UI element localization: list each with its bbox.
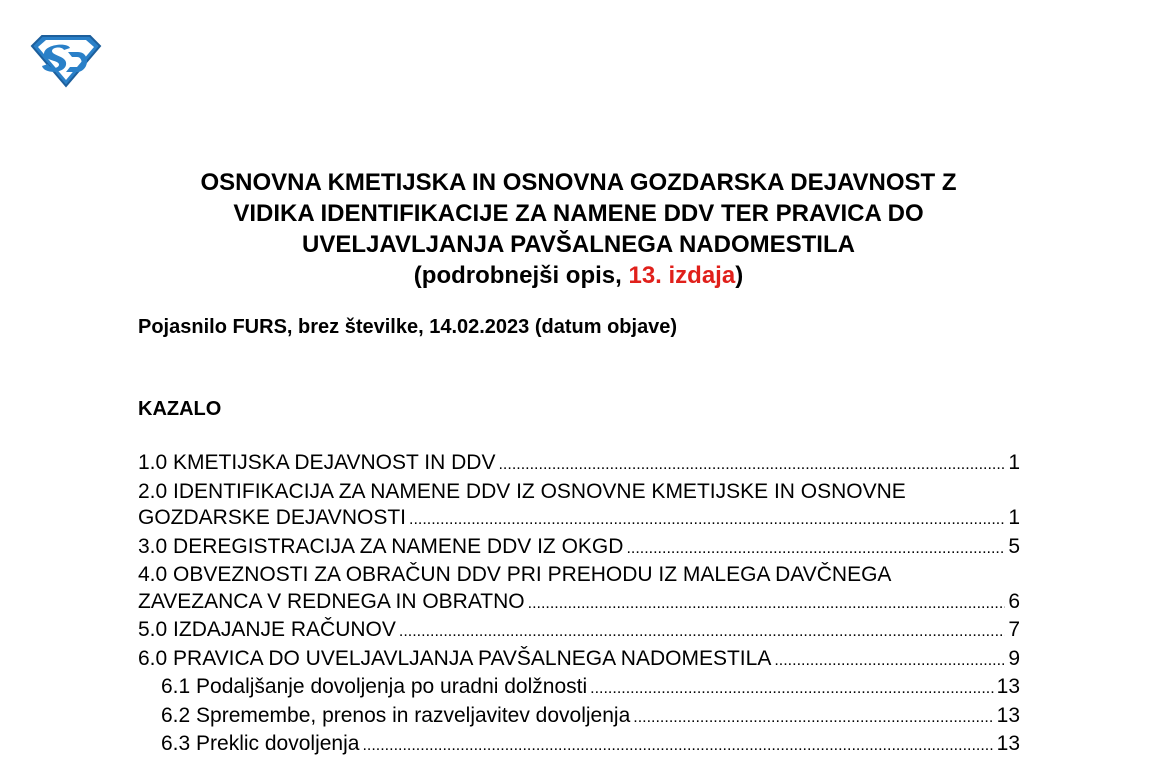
toc-entry-label: 3.0 DEREGISTRACIJA ZA NAMENE DDV IZ OKGD — [138, 534, 624, 558]
fursd-logo-icon — [28, 32, 104, 88]
toc-dot-leader — [626, 534, 1005, 563]
edition-number: 13. izdaja — [628, 262, 736, 289]
toc-heading: KAZALO — [138, 398, 222, 420]
toc-dot-leader — [633, 703, 993, 732]
toc-dot-leader — [409, 505, 1005, 534]
toc-entry[interactable] — [138, 731, 1020, 760]
toc-entry-page: 13 — [996, 703, 1020, 727]
toc-entry[interactable] — [138, 617, 1020, 646]
toc-entry[interactable] — [138, 505, 1020, 534]
toc-dot-leader — [774, 646, 1005, 675]
toc-entry-page: 6 — [1008, 589, 1020, 613]
document-subtitle: Pojasnilo FURS, brez številke, 14.02.2023 (datum objave) — [138, 316, 678, 338]
toc-entry-first-line[interactable]: 2.0 IDENTIFIKACIJA ZA NAMENE DDV IZ OSNOVNE KMETIJSKE IN OSNOVNE — [138, 479, 906, 503]
toc-entry[interactable] — [138, 646, 1020, 675]
toc-entry-label: 5.0 IZDAJANJE RAČUNOV — [138, 618, 396, 641]
toc-entry-label: GOZDARSKE DEJAVNOSTI — [138, 506, 406, 529]
toc-entry[interactable] — [138, 589, 1020, 618]
table-of-contents — [138, 450, 1020, 760]
toc-entry-label: 6.3 Preklic dovoljenja — [161, 732, 360, 755]
toc-entry-label: 1.0 KMETIJSKA DEJAVNOST IN DDV — [138, 451, 496, 474]
title-line-2: VIDIKA IDENTIFIKACIJE ZA NAMENE DDV TER PRAVICA DO — [233, 200, 924, 227]
toc-dot-leader — [498, 450, 1005, 479]
toc-entry-page: 9 — [1008, 646, 1020, 670]
toc-entry-label: 6.1 Podaljšanje dovoljenja po uradni dolžnosti — [161, 675, 588, 698]
toc-entry[interactable] — [138, 534, 1020, 563]
toc-entry-first-line[interactable]: 4.0 OBVEZNOSTI ZA OBRAČUN DDV PRI PREHODU IZ MALEGA DAVČNEGA — [138, 563, 892, 586]
toc-entry-page: 1 — [1008, 506, 1020, 529]
toc-dot-leader — [399, 617, 1005, 646]
toc-entry-label: 6.0 PRAVICA DO UVELJAVLJANJA PAVŠALNEGA NADOMESTILA — [138, 646, 772, 670]
toc-entry-page: 1 — [1008, 451, 1020, 474]
document-title — [60, 167, 1097, 291]
title-line-1: OSNOVNA KMETIJSKA IN OSNOVNA GOZDARSKA DEJAVNOST Z — [200, 169, 957, 196]
toc-entry-label: 6.2 Spremembe, prenos in razveljavitev dovoljenja — [161, 703, 631, 727]
title-line-3: UVELJAVLJANJA PAVŠALNEGA NADOMESTILA — [302, 231, 855, 258]
toc-entry[interactable] — [138, 674, 1020, 703]
title-edition: (podrobnejši opis, 13. izdaja) — [413, 262, 744, 289]
toc-dot-leader — [362, 731, 993, 760]
toc-entry-label: ZAVEZANCA V REDNEGA IN OBRATNO — [138, 589, 525, 613]
toc-dot-leader — [528, 589, 1006, 618]
toc-entry-page: 7 — [1008, 618, 1020, 641]
toc-entry-page: 13 — [996, 732, 1020, 755]
toc-entry[interactable] — [138, 703, 1020, 732]
toc-entry-page: 5 — [1008, 534, 1020, 558]
toc-entry-page: 13 — [996, 675, 1020, 698]
toc-dot-leader — [590, 674, 994, 703]
toc-entry[interactable] — [138, 450, 1020, 479]
